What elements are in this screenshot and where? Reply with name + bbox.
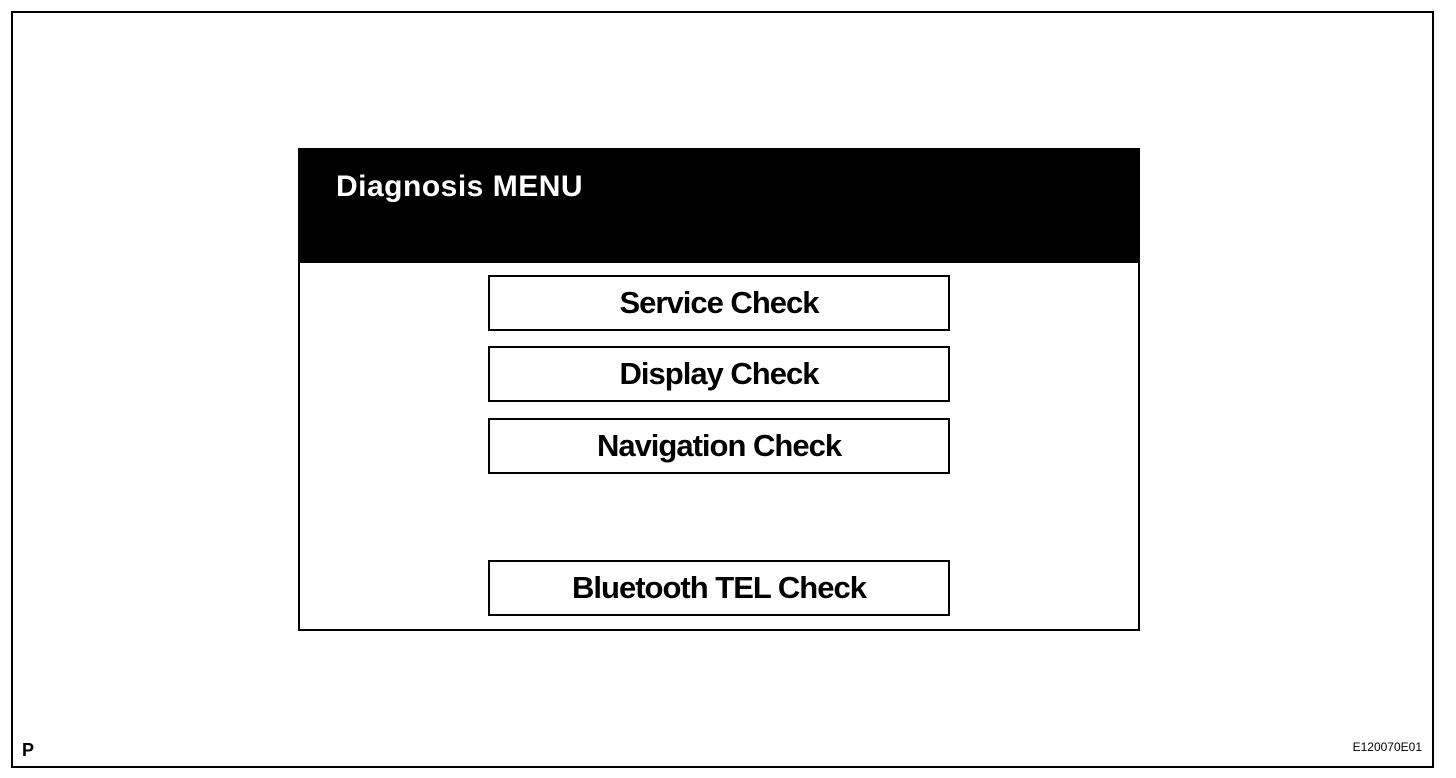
display-check-button[interactable]: Display Check	[488, 346, 950, 402]
diagnosis-screen	[298, 148, 1140, 631]
navigation-check-button[interactable]: Navigation Check	[488, 418, 950, 474]
bluetooth-tel-check-button[interactable]: Bluetooth TEL Check	[488, 560, 950, 616]
screen-title: Diagnosis MENU	[336, 170, 584, 203]
screen-header	[300, 150, 1138, 263]
figure-corner-label: P	[22, 740, 35, 760]
figure-id-label: E120070E01	[1352, 740, 1422, 754]
service-check-button[interactable]: Service Check	[488, 275, 950, 331]
